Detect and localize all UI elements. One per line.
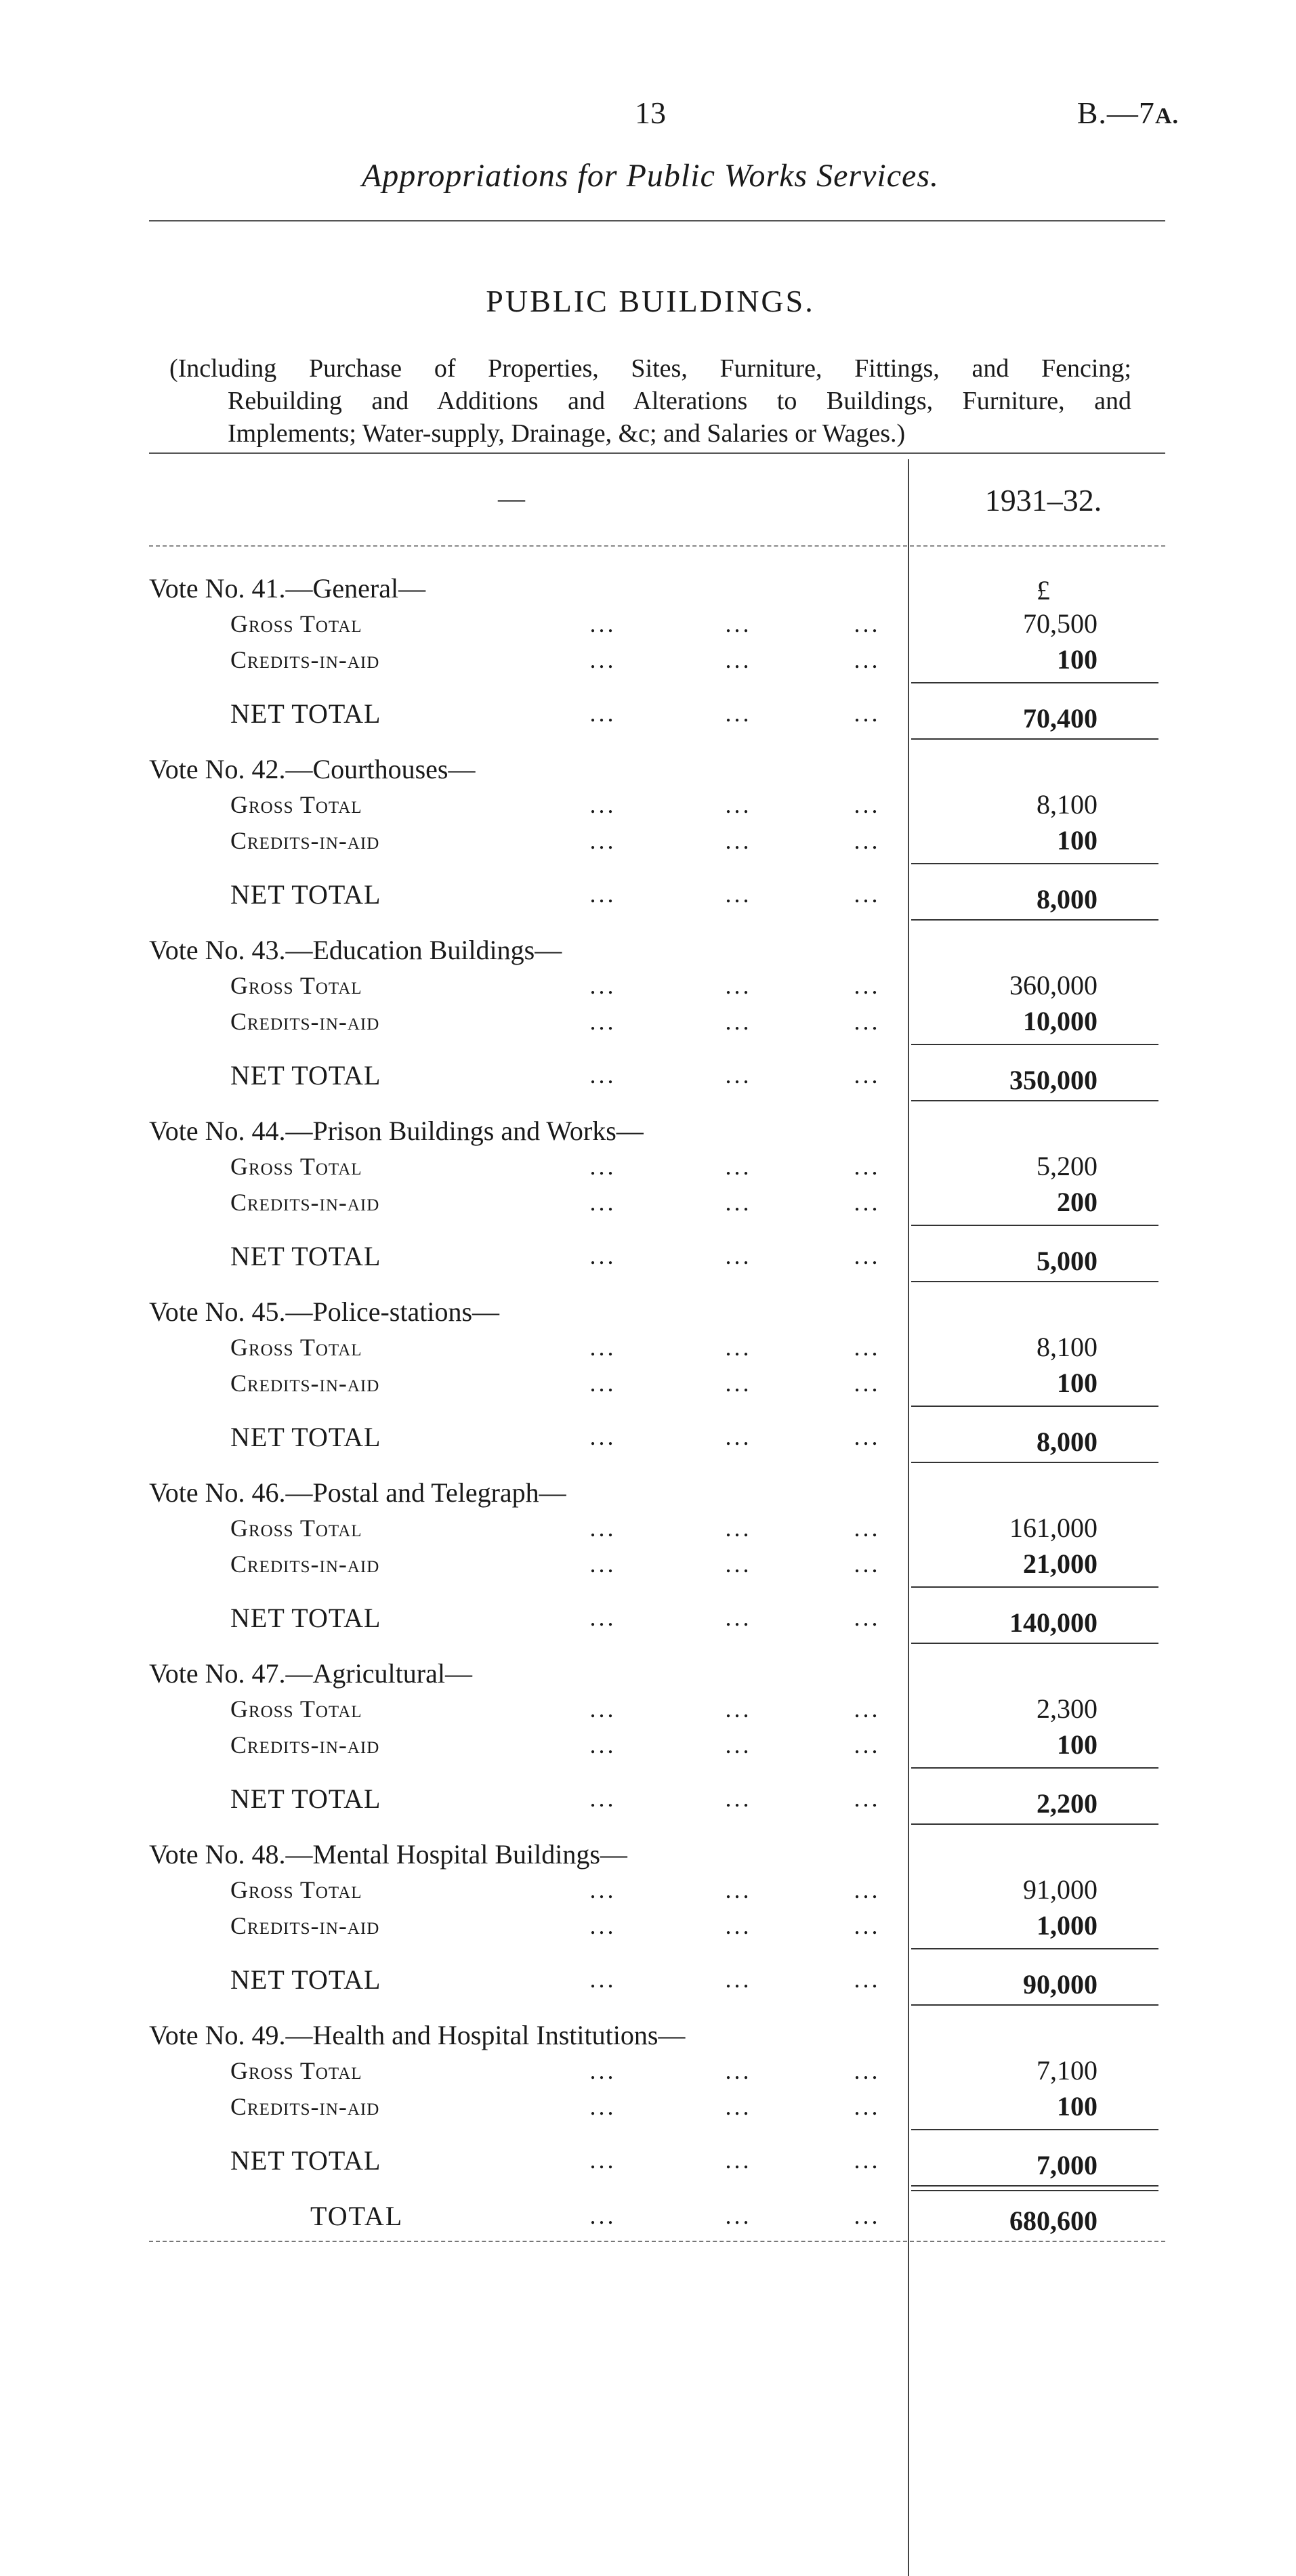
- leader-dots: ...: [589, 1008, 616, 1035]
- subtotal-rule: [911, 1948, 1158, 1949]
- leader-dots: ...: [854, 972, 881, 999]
- vote-title: Vote No. 46.—Postal and Telegraph—: [149, 1477, 566, 1508]
- leader-dots: ...: [589, 1189, 616, 1216]
- vote-title: Vote No. 41.—General—: [149, 573, 426, 604]
- page-subtitle: Appropriations for Public Works Services.: [361, 158, 940, 194]
- leader-dots: ...: [854, 610, 881, 637]
- gross-total-value: 70,500: [1023, 608, 1098, 639]
- leader-dots: ...: [589, 1731, 616, 1758]
- gross-total-value: 7,100: [1037, 2055, 1098, 2086]
- credits-in-aid-value: 21,000: [1023, 1548, 1098, 1579]
- year-column-header: 1931–32.: [984, 483, 1102, 518]
- credits-in-aid-label: Credits-in-aid: [230, 1731, 380, 1758]
- leader-dots: ...: [589, 1695, 616, 1723]
- net-total-value: 350,000: [1009, 1065, 1098, 1095]
- net-total-rule: [911, 1100, 1158, 1101]
- section-description: [169, 352, 1131, 450]
- leader-dots: ...: [589, 791, 616, 818]
- leader-dots: ...: [854, 1153, 881, 1180]
- leader-dots: ...: [589, 1550, 616, 1578]
- net-total-label: NET TOTAL: [230, 1783, 381, 1814]
- net-total-rule: [911, 1462, 1158, 1463]
- net-total-rule: [911, 2004, 1158, 2006]
- net-total-value: 70,400: [1023, 703, 1098, 734]
- leader-dots: ...: [725, 1008, 752, 1035]
- leader-dots: ...: [854, 1189, 881, 1216]
- leader-dots: ...: [854, 1242, 881, 1269]
- leader-dots: ...: [725, 1423, 752, 1450]
- credits-in-aid-value: 100: [1057, 1729, 1098, 1760]
- gross-total-label: Gross Total: [230, 1153, 362, 1180]
- net-total-rule: [911, 1281, 1158, 1282]
- gross-total-label: Gross Total: [230, 1876, 362, 1903]
- leader-dots: ...: [725, 972, 752, 999]
- credits-in-aid-label: Credits-in-aid: [230, 646, 380, 673]
- vote-title: Vote No. 42.—Courthouses—: [149, 754, 476, 784]
- leader-dots: ...: [589, 2057, 616, 2084]
- leader-dots: ...: [854, 2093, 881, 2120]
- leader-dots: ...: [854, 1912, 881, 1939]
- leader-dots: ...: [725, 2057, 752, 2084]
- net-total-label: NET TOTAL: [230, 1603, 381, 1633]
- credits-in-aid-label: Credits-in-aid: [230, 1189, 380, 1216]
- vote-title: Vote No. 48.—Mental Hospital Buildings—: [149, 1839, 627, 1870]
- leader-dots: ...: [589, 2202, 616, 2229]
- credits-in-aid-value: 100: [1057, 1368, 1098, 1398]
- credits-in-aid-value: 1,000: [1037, 1910, 1098, 1941]
- label-column-header: —: [498, 483, 525, 513]
- reference-code: B.—7: [1076, 96, 1155, 130]
- leader-dots: ...: [725, 2093, 752, 2120]
- table-bottom-rule: [149, 2241, 1165, 2242]
- currency-symbol: £: [1037, 575, 1050, 606]
- subtotal-rule: [911, 1767, 1158, 1769]
- leader-dots: ...: [854, 1785, 881, 1812]
- credits-in-aid-value: 100: [1057, 2091, 1098, 2121]
- net-total-value: 90,000: [1023, 1969, 1098, 2000]
- credits-in-aid-value: 10,000: [1023, 1006, 1098, 1036]
- gross-total-label: Gross Total: [230, 1695, 362, 1723]
- leader-dots: ...: [725, 1334, 752, 1361]
- net-total-label: NET TOTAL: [230, 698, 381, 729]
- leader-dots: ...: [854, 2202, 881, 2229]
- leader-dots: ...: [589, 1334, 616, 1361]
- leader-dots: ...: [589, 1153, 616, 1180]
- gross-total-label: Gross Total: [230, 1515, 362, 1542]
- leader-dots: ...: [725, 700, 752, 727]
- net-total-rule: [911, 738, 1158, 740]
- leader-dots: ...: [725, 646, 752, 673]
- credits-in-aid-label: Credits-in-aid: [230, 2093, 380, 2120]
- leader-dots: ...: [854, 1061, 881, 1089]
- grand-total-value: 680,600: [1009, 2205, 1098, 2236]
- table-header-rule: [149, 545, 1165, 547]
- net-total-value: 8,000: [1037, 1427, 1098, 1457]
- leader-dots: ...: [725, 1515, 752, 1542]
- document-reference: [1003, 95, 1179, 131]
- gross-total-value: 8,100: [1037, 1332, 1098, 1362]
- header-rule: [149, 220, 1165, 221]
- reference-suffix: A.: [1154, 104, 1179, 129]
- net-total-value: 8,000: [1037, 884, 1098, 914]
- credits-in-aid-label: Credits-in-aid: [230, 1912, 380, 1939]
- leader-dots: ...: [589, 881, 616, 908]
- leader-dots: ...: [725, 2202, 752, 2229]
- subtotal-rule: [911, 682, 1158, 683]
- vote-title: Vote No. 44.—Prison Buildings and Works—: [149, 1116, 644, 1146]
- gross-total-label: Gross Total: [230, 610, 362, 637]
- leader-dots: ...: [589, 700, 616, 727]
- leader-dots: ...: [725, 2147, 752, 2174]
- net-total-value: 2,200: [1037, 1788, 1098, 1819]
- net-total-value: 140,000: [1009, 1607, 1098, 1638]
- net-total-rule: [911, 1823, 1158, 1825]
- gross-total-value: 8,100: [1037, 789, 1098, 820]
- leader-dots: ...: [725, 610, 752, 637]
- leader-dots: ...: [725, 1876, 752, 1903]
- leader-dots: ...: [854, 700, 881, 727]
- vote-title: Vote No. 47.—Agricultural—: [149, 1658, 472, 1689]
- gross-total-label: Gross Total: [230, 972, 362, 999]
- credits-in-aid-label: Credits-in-aid: [230, 827, 380, 854]
- credits-in-aid-value: 100: [1057, 825, 1098, 856]
- leader-dots: ...: [854, 827, 881, 854]
- net-total-label: NET TOTAL: [230, 1964, 381, 1995]
- leader-dots: ...: [589, 1423, 616, 1450]
- leader-dots: ...: [589, 1785, 616, 1812]
- gross-total-value: 161,000: [1009, 1513, 1098, 1543]
- leader-dots: ...: [589, 2093, 616, 2120]
- leader-dots: ...: [725, 1731, 752, 1758]
- gross-total-label: Gross Total: [230, 791, 362, 818]
- description-line: Rebuilding and Additions and Alterations to Buildings, Furniture, and: [228, 387, 1131, 415]
- leader-dots: ...: [725, 1153, 752, 1180]
- leader-dots: ...: [589, 972, 616, 999]
- leader-dots: ...: [589, 1242, 616, 1269]
- credits-in-aid-label: Credits-in-aid: [230, 1370, 380, 1397]
- gross-total-label: Gross Total: [230, 2057, 362, 2084]
- net-total-rule: [911, 1643, 1158, 1644]
- vote-title: Vote No. 43.—Education Buildings—: [149, 935, 562, 965]
- vote-title: Vote No. 49.—Health and Hospital Institutions—: [149, 2020, 686, 2050]
- credits-in-aid-label: Credits-in-aid: [230, 1008, 380, 1035]
- gross-total-label: Gross Total: [230, 1334, 362, 1361]
- leader-dots: ...: [589, 610, 616, 637]
- leader-dots: ...: [725, 1061, 752, 1089]
- credits-in-aid-label: Credits-in-aid: [230, 1550, 380, 1578]
- subtotal-rule: [911, 2129, 1158, 2130]
- net-total-value: 7,000: [1037, 2150, 1098, 2180]
- leader-dots: ...: [725, 827, 752, 854]
- table-top-rule: [149, 452, 1165, 454]
- section-title: PUBLIC BUILDINGS.: [486, 284, 815, 318]
- subtotal-rule: [911, 1406, 1158, 1407]
- leader-dots: ...: [854, 1515, 881, 1542]
- net-total-label: NET TOTAL: [230, 1241, 381, 1271]
- leader-dots: ...: [725, 1912, 752, 1939]
- leader-dots: ...: [854, 1731, 881, 1758]
- leader-dots: ...: [854, 1423, 881, 1450]
- leader-dots: ...: [725, 1550, 752, 1578]
- leader-dots: ...: [725, 1370, 752, 1397]
- leader-dots: ...: [725, 881, 752, 908]
- leader-dots: ...: [589, 1604, 616, 1631]
- net-total-value: 5,000: [1037, 1246, 1098, 1276]
- leader-dots: ...: [725, 1189, 752, 1216]
- gross-total-value: 2,300: [1037, 1693, 1098, 1724]
- leader-dots: ...: [589, 1370, 616, 1397]
- subtotal-rule: [911, 1044, 1158, 1045]
- column-separator: [908, 459, 909, 2576]
- leader-dots: ...: [589, 2147, 616, 2174]
- credits-in-aid-value: 200: [1057, 1187, 1098, 1217]
- leader-dots: ...: [854, 2057, 881, 2084]
- leader-dots: ...: [854, 1370, 881, 1397]
- leader-dots: ...: [725, 1604, 752, 1631]
- grand-total-label: TOTAL: [310, 2201, 404, 2231]
- leader-dots: ...: [854, 1604, 881, 1631]
- description-line: Implements; Water-supply, Drainage, &c; and Salaries or Wages.): [228, 419, 906, 448]
- leader-dots: ...: [725, 1966, 752, 1993]
- net-total-label: NET TOTAL: [230, 1422, 381, 1452]
- leader-dots: ...: [854, 646, 881, 673]
- leader-dots: ...: [589, 1515, 616, 1542]
- net-total-label: NET TOTAL: [230, 879, 381, 910]
- subtotal-rule: [911, 863, 1158, 864]
- net-total-label: NET TOTAL: [230, 1060, 381, 1091]
- leader-dots: ...: [854, 2147, 881, 2174]
- leader-dots: ...: [589, 646, 616, 673]
- leader-dots: ...: [589, 827, 616, 854]
- leader-dots: ...: [854, 1695, 881, 1723]
- leader-dots: ...: [725, 791, 752, 818]
- leader-dots: ...: [589, 1912, 616, 1939]
- leader-dots: ...: [854, 791, 881, 818]
- page-number: 13: [635, 96, 666, 130]
- gross-total-value: 360,000: [1009, 970, 1098, 1000]
- leader-dots: ...: [854, 1334, 881, 1361]
- credits-in-aid-value: 100: [1057, 644, 1098, 675]
- gross-total-value: 91,000: [1023, 1874, 1098, 1905]
- grand-total-rule: [911, 2190, 1158, 2191]
- vote-title: Vote No. 45.—Police-stations—: [149, 1296, 500, 1327]
- subtotal-rule: [911, 1225, 1158, 1226]
- net-total-rule: [911, 919, 1158, 921]
- gross-total-value: 5,200: [1037, 1151, 1098, 1181]
- leader-dots: ...: [589, 1876, 616, 1903]
- leader-dots: ...: [589, 1966, 616, 1993]
- subtotal-rule: [911, 1586, 1158, 1588]
- net-total-label: NET TOTAL: [230, 2145, 381, 2176]
- leader-dots: ...: [589, 1061, 616, 1089]
- leader-dots: ...: [854, 881, 881, 908]
- description-line: (Including Purchase of Properties, Sites, Furniture, Fittings, and Fencing;: [169, 354, 1131, 383]
- leader-dots: ...: [725, 1695, 752, 1723]
- leader-dots: ...: [854, 1966, 881, 1993]
- leader-dots: ...: [725, 1242, 752, 1269]
- leader-dots: ...: [725, 1785, 752, 1812]
- leader-dots: ...: [854, 1008, 881, 1035]
- net-total-rule: [911, 2185, 1158, 2187]
- leader-dots: ...: [854, 1876, 881, 1903]
- leader-dots: ...: [854, 1550, 881, 1578]
